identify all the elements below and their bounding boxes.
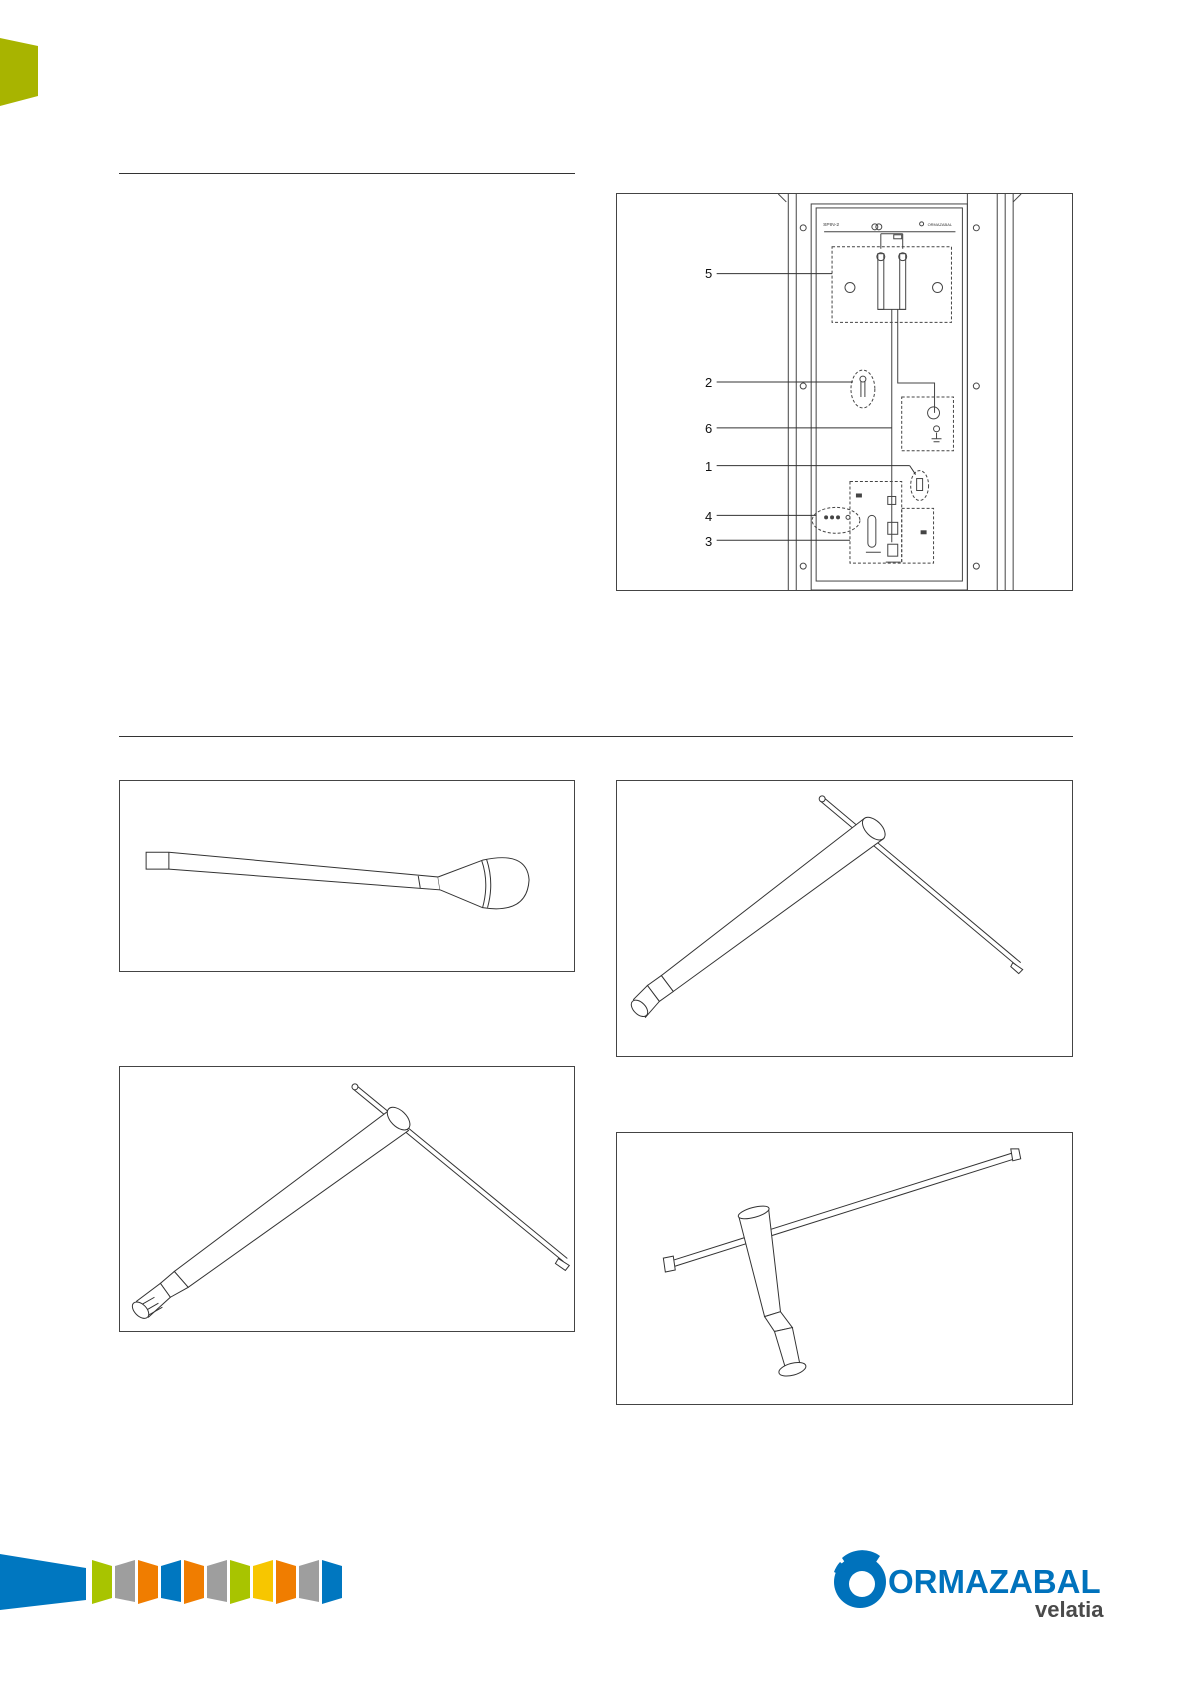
footer-stripe: [276, 1560, 296, 1604]
section-rule-top: [119, 173, 575, 174]
footer-color-stripes: [0, 1552, 390, 1612]
svg-text:SPIN-2: SPIN-2: [823, 222, 840, 228]
footer-stripe: [184, 1560, 204, 1604]
operating-lever-drawing: [120, 781, 574, 971]
hex-wrench-figure: [119, 1066, 575, 1332]
box-wrench-figure: [616, 1132, 1073, 1405]
socket-wrench-figure: [616, 780, 1073, 1057]
leader-line-1: [910, 466, 916, 475]
callout-label-5: 5: [705, 266, 713, 281]
brand-logo-mark-icon: [828, 1548, 892, 1614]
footer-stripe: [253, 1560, 273, 1602]
callout-label-1: 1: [705, 459, 713, 474]
brand-tagline: velatia: [1035, 1597, 1104, 1622]
panel-diagram-figure: [616, 193, 1073, 591]
footer-stripe: [299, 1560, 319, 1602]
footer-stripe: [207, 1560, 227, 1602]
footer-stripe: [230, 1560, 250, 1604]
footer-stripe: [322, 1560, 342, 1604]
callout-label-4: 4: [705, 509, 713, 524]
section-tab-marker: [0, 38, 40, 106]
callout-label-2: 2: [705, 375, 713, 390]
callout-label-3: 3: [705, 534, 713, 549]
footer-stripe: [92, 1560, 112, 1604]
brand-name: ORMAZABAL: [888, 1563, 1101, 1600]
svg-text:ORMAZABAL: ORMAZABAL: [927, 221, 953, 227]
section-rule-tools: [119, 736, 1073, 737]
box-wrench-drawing: [617, 1133, 1072, 1404]
footer-stripe: [161, 1560, 181, 1602]
panel-diagram: [617, 194, 1072, 590]
callout-label-6: 6: [705, 421, 713, 436]
lever-tool-figure: [119, 780, 575, 972]
footer-stripe: [0, 1554, 86, 1610]
footer-stripe: [138, 1560, 158, 1604]
footer-stripe: [115, 1560, 135, 1602]
socket-wrench-drawing: [617, 781, 1072, 1056]
hex-wrench-drawing: [120, 1067, 574, 1331]
